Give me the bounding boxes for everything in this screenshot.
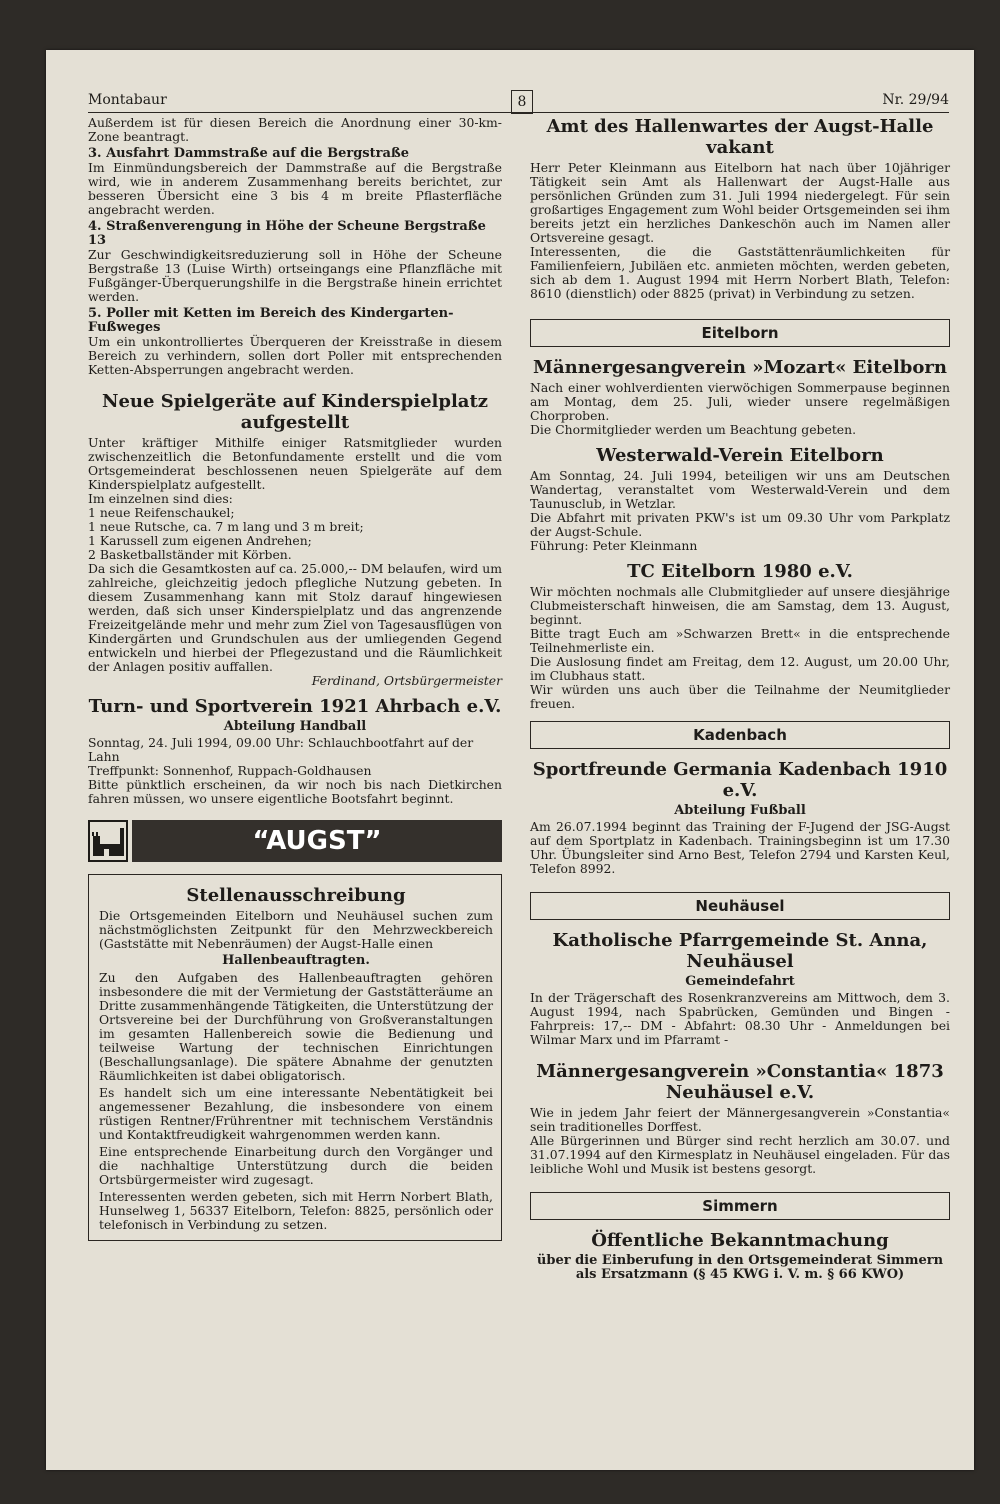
section-neuhaeusel: Neuhäusel: [530, 892, 950, 920]
constantia-p2: Alle Bürgerinnen und Bürger sind recht herzlich am 30.07. und 31.07.1994 auf den Kirmesplatz in Neuhäusel eingeladen. Für das leibliche Wohl und Musik ist bestens gesorgt.: [530, 1133, 950, 1176]
section-kadenbach: Kadenbach: [530, 721, 950, 749]
ww-p1: Am Sonntag, 24. Juli 1994, beteiligen wir uns am Deutschen Wandertag, veranstaltet vom Westerwald-Verein und dem Taunusclub, in Wetzlar.: [530, 468, 950, 511]
bekannt-title: Öffentliche Bekanntmachung: [591, 1230, 889, 1251]
item-title: 4. Straßenverengung in Höhe der Scheune Bergstraße 13: [88, 219, 486, 248]
spiel-list-4: 2 Basketballständer mit Körben.: [88, 547, 292, 562]
spiel-p2: Da sich die Gesamtkosten auf ca. 25.000,-- DM belaufen, wird um zahlreiche, gleichzeitig jedoch pflegliche Nutzung gebeten. In diesem Zusammenhang kann mit Stolz darauf hingewiesen werden, daß sich unser Kinderspielplatz und das angrenzende Freizeitgelände mehr und mehr zum Ziel von Tagesausflügen von Kindergärten und Grundschulen aus der umliegenden Gegend entwickeln und hierbei der Pflegezustand und die Räumlichkeit der Anlagen positiv auffallen.: [88, 561, 502, 674]
newspaper-page: [46, 50, 974, 1470]
intro-text: Außerdem ist für diesen Bereich die Anordnung einer 30-km-Zone beantragt.: [88, 115, 502, 144]
tc-p2: Bitte tragt Euch am »Schwarzen Brett« in die entsprechende Teilnehmerliste ein.: [530, 626, 950, 655]
spiel-list-1: 1 neue Reifenschaukel;: [88, 505, 235, 520]
spiel-signature: Ferdinand, Ortsbürgermeister: [311, 673, 502, 688]
mozart-title: Männergesangverein »Mozart« Eitelborn: [533, 357, 947, 378]
turn-p2: Treffpunkt: Sonnenhof, Ruppach-Goldhausen: [88, 763, 372, 778]
bekannt-subtitle: über die Einberufung in den Ortsgemeinderat Simmern als Ersatzmann (§ 45 KWG i. V. m. § 66 KWO): [536, 1253, 944, 1282]
turn-p3: Bitte pünktlich erscheinen, da wir noch bis nach Dietkirchen fahren müssen, wo unsere eigentliche Bootsfahrt beginnt.: [88, 777, 502, 806]
spiel-title: Neue Spielgeräte auf Kinderspielplatz aufgestellt: [102, 391, 488, 433]
amt-title: Amt des Hallenwartes der Augst-Halle vakant: [546, 116, 934, 158]
constantia-title: Männergesangverein »Constantia« 1873 Neuhäusel e.V.: [536, 1061, 944, 1103]
turn-title: Turn- und Sportverein 1921 Ahrbach e.V.: [88, 696, 502, 717]
banner-title: “AUGST”: [132, 820, 502, 862]
ad-p2: Zu den Aufgaben des Hallenbeauftragten gehören insbesondere die mit der Vermietung der Gaststätteräume an Dritte zusammenhängende Tätigkeiten, die Unterstützung der Ortsvereine bei der Durchführung von Großveranstaltungen im gesamten Hallenbereich sowie die Bedienung und teilweise Wartung der technischen Einrichtungen (Beschallungsanlage). Die spätere Abnahme der genutzten Räumlichkeiten ist dabei obligatorisch.: [99, 970, 493, 1083]
item-text: Zur Geschwindigkeitsreduzierung soll in Höhe der Scheune Bergstraße 13 (Luise Wirth) ortseingangs eine Pflanzfläche mit Fußgänger-Überquerungshilfe in die Bergstraße hinein errichtet werden.: [88, 247, 502, 304]
ad-p1: Die Ortsgemeinden Eitelborn und Neuhäusel suchen zum nächstmöglichsten Zeitpunkt für den Mehrzweckbereich (Gaststätte mit Nebenräumen) der Augst-Halle einen: [99, 908, 493, 951]
ww-title: Westerwald-Verein Eitelborn: [596, 445, 884, 466]
tc-p4: Wir würden uns auch über die Teilnahme der Neumitglieder freuen.: [530, 682, 950, 711]
ad-role: Hallenbeauftragten.: [222, 953, 370, 968]
spiel-list-0: Im einzelnen sind dies:: [88, 491, 233, 506]
job-ad-box: [88, 874, 502, 1241]
tc-p3: Die Auslosung findet am Freitag, dem 12. August, um 20.00 Uhr, im Clubhaus statt.: [530, 654, 950, 683]
castle-icon: [88, 820, 128, 862]
ad-p5: Interessenten werden gebeten, sich mit Herrn Norbert Blath, Hunselweg 1, 56337 Eitelborn, Telefon: 8825, persönlich oder telefonisch in Verbindung zu setzen.: [99, 1189, 493, 1232]
page-number: 8: [511, 90, 533, 114]
tc-title: TC Eitelborn 1980 e.V.: [627, 561, 853, 582]
spiel-list-3: 1 Karussell zum eigenen Andrehen;: [88, 533, 312, 548]
spiel-p1: Unter kräftiger Mithilfe einiger Ratsmitglieder wurden zwischenzeitlich die Betonfundamente erstellt und die vom Ortsgemeinderat beschlossenen neuen Spielgeräte auf dem Kinderspielplatz aufgestellt.: [88, 435, 502, 492]
item-text: Um ein unkontrolliertes Überqueren der Kreisstraße in diesem Bereich zu verhindern, sollen dort Poller mit entsprechenden Ketten-Absperrungen angebracht werden.: [88, 334, 502, 377]
tc-p1: Wir möchten nochmals alle Clubmitglieder auf unsere diesjährige Clubmeisterschaft hinweisen, die am Samstag, dem 13. August, beginnt.: [530, 584, 950, 627]
right-column: [530, 116, 950, 1284]
germania-subtitle: Abteilung Fußball: [674, 803, 806, 818]
mozart-p2: Die Chormitglieder werden um Beachtung gebeten.: [530, 422, 857, 437]
ww-p2: Die Abfahrt mit privaten PKW's ist um 09.30 Uhr vom Parkplatz der Augst-Schule.: [530, 510, 950, 539]
turn-p1: Sonntag, 24. Juli 1994, 09.00 Uhr: Schlauchbootfahrt auf der Lahn: [88, 735, 474, 764]
issue-number: Nr. 29/94: [882, 92, 949, 108]
turn-subtitle: Abteilung Handball: [223, 719, 367, 734]
ad-p4: Eine entsprechende Einarbeitung durch den Vorgänger und die nachhaltige Unterstützung durch die beiden Ortsbürgermeister wird zugesagt.: [99, 1144, 493, 1187]
kath-title: Katholische Pfarrgemeinde St. Anna, Neuhäusel: [552, 930, 928, 972]
mozart-p1: Nach einer wohlverdienten vierwöchigen Sommerpause beginnen am Montag, dem 25. Juli, wieder unsere regelmäßigen Chorproben.: [530, 380, 950, 423]
ad-title: Stellenausschreibung: [186, 885, 406, 906]
ww-p3: Führung: Peter Kleinmann: [530, 538, 698, 553]
germania-p1: Am 26.07.1994 beginnt das Training der F-Jugend der JSG-Augst auf dem Sportplatz in Kadenbach. Trainingsbeginn ist um 17.30 Uhr. Übungsleiter sind Arno Best, Telefon 2794 und Karsten Keul, Telefon 8992.: [530, 819, 950, 876]
constantia-p1: Wie in jedem Jahr feiert der Männergesangverein »Constantia« sein traditionelles Dorffest.: [530, 1105, 950, 1134]
item-title: 5. Poller mit Ketten im Bereich des Kindergarten-Fußweges: [88, 306, 454, 335]
amt-p2: Interessenten, die die Gaststättenräumlichkeiten für Familienfeiern, Jubiläen etc. anmieten möchten, werden gebeten, sich ab dem 1. August 1994 mit Herrn Norbert Blath, Telefon: 8610 (dienstlich) oder 8825 (privat) in Verbindung zu setzen.: [530, 244, 950, 301]
item-text: Im Einmündungsbereich der Dammstraße auf die Bergstraße wird, wie in anderem Zusammenhang bereits berichtet, zur besseren Übersicht eine 3 bis 4 m breite Pflasterfläche angebracht werden.: [88, 160, 502, 217]
left-column: [88, 116, 502, 1241]
kath-subtitle: Gemeindefahrt: [685, 974, 795, 989]
item-title: 3. Ausfahrt Dammstraße auf die Bergstraße: [88, 146, 410, 161]
section-eitelborn: Eitelborn: [530, 319, 950, 347]
header-location: Montabaur: [88, 92, 167, 108]
ad-p3: Es handelt sich um eine interessante Nebentätigkeit bei angemessener Bezahlung, die insbesondere von einem rüstigen Rentner/Frührentner mit technischem Verständnis und Kontaktfreudigkeit wahrgenommen werden kann.: [99, 1085, 493, 1142]
augst-banner: [88, 820, 502, 862]
amt-p1: Herr Peter Kleinmann aus Eitelborn hat nach über 10jähriger Tätigkeit sein Amt als Hallenwart der Augst-Halle aus persönlichen Gründen zum 31. Juli 1994 niedergelegt. Für sein großartiges Engagement zum Wohl beider Ortsgemeinden sei ihm bereits jetzt ein herzliches Dankeschön auch im Namen aller Ortsvereine gesagt.: [530, 160, 950, 245]
kath-p1: In der Trägerschaft des Rosenkranzvereins am Mittwoch, dem 3. August 1994, nach Spabrücken, Gemünden und Bingen - Fahrpreis: 17,-- DM - Abfahrt: 08.30 Uhr - Anmeldungen bei Wilmar Marx und im Pfarramt -: [530, 990, 950, 1047]
page-header: [88, 90, 949, 113]
section-simmern: Simmern: [530, 1192, 950, 1220]
germania-title: Sportfreunde Germania Kadenbach 1910 e.V.: [532, 759, 948, 801]
spiel-list-2: 1 neue Rutsche, ca. 7 m lang und 3 m breit;: [88, 519, 364, 534]
